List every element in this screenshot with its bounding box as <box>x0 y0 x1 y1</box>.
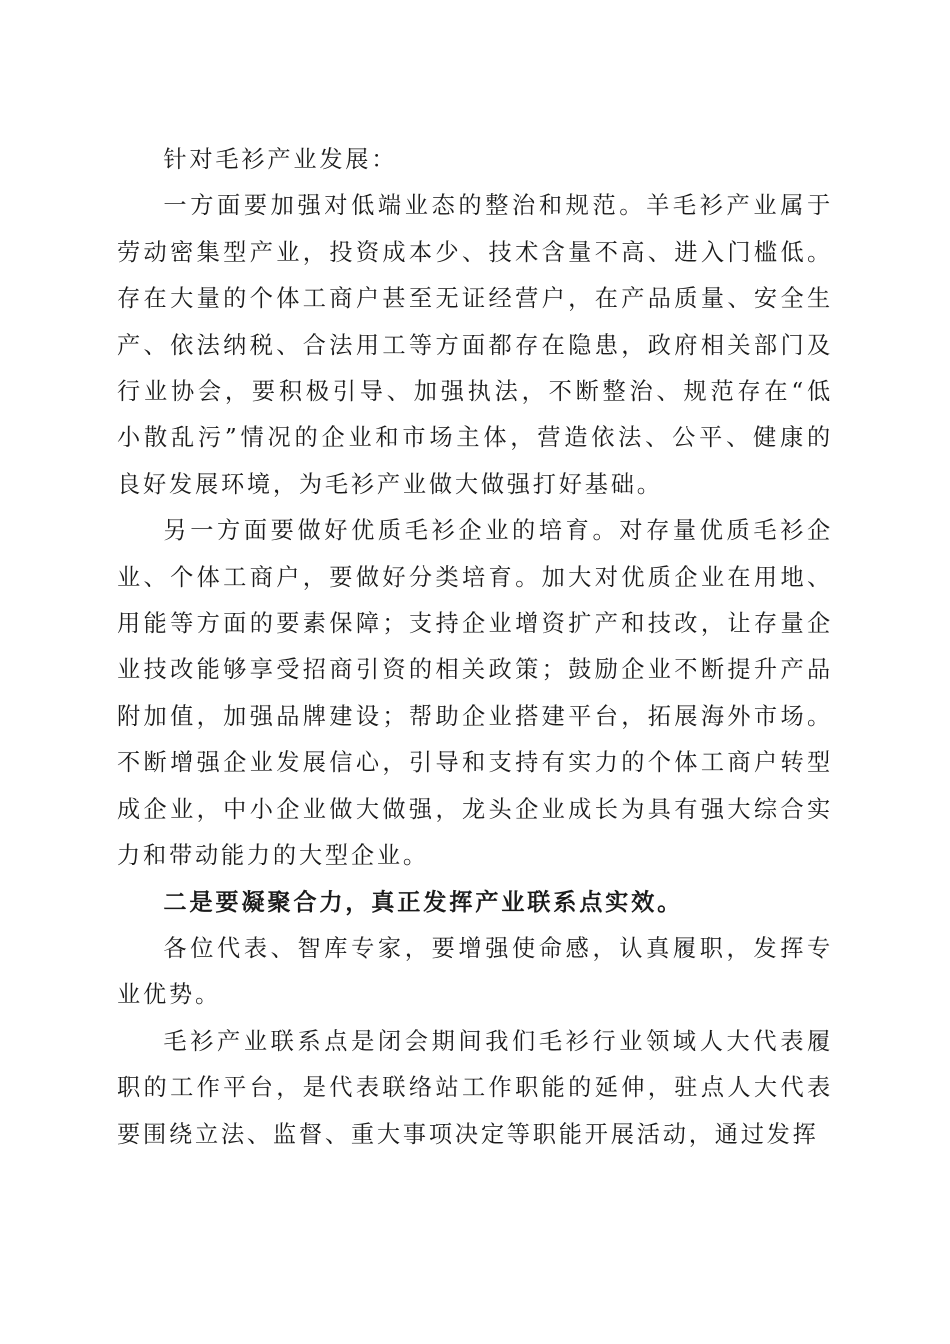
document-body <box>117 137 833 1158</box>
paragraph-representatives: 各位代表、智库专家，要增强使命感，认真履职，发挥专业优势。 <box>117 934 833 1009</box>
section-heading: 二是要凝聚合力，真正发挥产业联系点实效。 <box>163 888 684 916</box>
paragraph-intro: 针对毛衫产业发展： <box>163 146 398 173</box>
paragraph-regulation: 一方面要加强对低端业态的整治和规范。羊毛衫产业属于劳动密集型产业，投资成本少、技术含量不高、进入门槛低。存在大量的个体工商户甚至无证经营户，在产品质量、安全生产、依法纳税、合法用工等方面都存在隐患，政府相关部门及行业协会，要积极引导、加强执法，不断整治、规范存在“低小散乱污”情况的企业和市场主体，营造依法、公平、健康的良好发展环境，为毛衫产业做大做强打好基础。 <box>117 192 833 498</box>
paragraph-liaison-point: 毛衫产业联系点是闭会期间我们毛衫行业领域人大代表履职的工作平台，是代表联络站工作职能的延伸，驻点人大代表要围绕立法、监督、重大事项决定等职能开展活动，通过发挥 <box>117 1027 833 1148</box>
paragraph-cultivation: 另一方面要做好优质毛衫企业的培育。对存量优质毛衫企业、个体工商户，要做好分类培育。加大对优质企业在用地、用能等方面的要素保障；支持企业增资扩产和技改，让存量企业技改能够享受招商引资的相关政策；鼓励企业不断提升产品附加值，加强品牌建设；帮助企业搭建平台，拓展海外市场。不断增强企业发展信心，引导和支持有实力的个体工商户转型成企业，中小企业做大做强，龙头企业成长为具有强大综合实力和带动能力的大型企业。 <box>117 517 833 870</box>
